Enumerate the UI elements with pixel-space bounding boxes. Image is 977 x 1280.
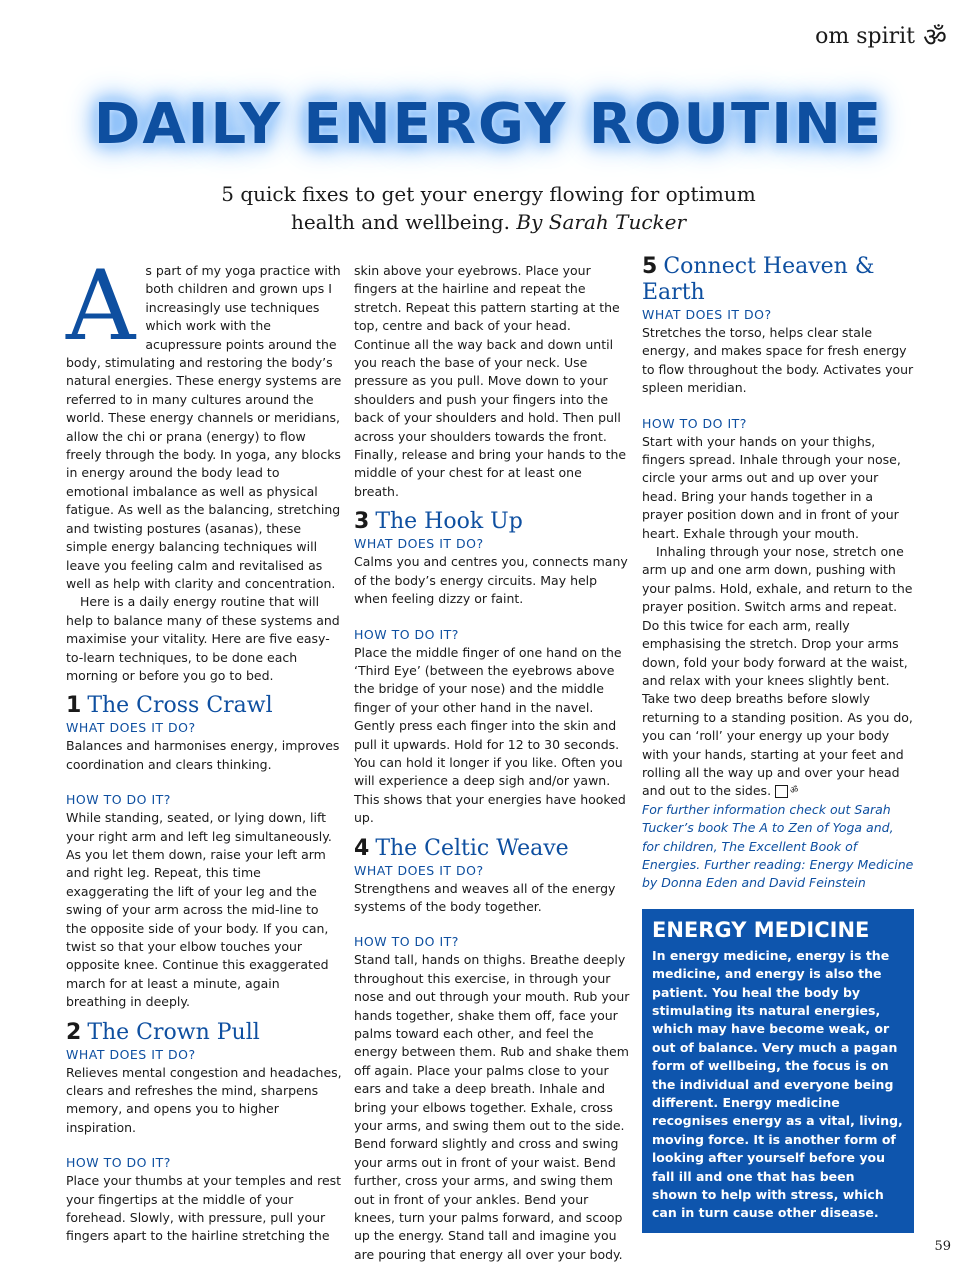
section-4-title: The Celtic Weave <box>375 835 569 861</box>
intro-paragraph-1 <box>66 250 342 593</box>
section-1-how-label: HOW TO DO IT? <box>66 792 171 808</box>
section-2-what-label: WHAT DOES IT DO? <box>66 1046 196 1062</box>
section-4-number: 4 <box>354 835 370 861</box>
section-5-what-text: Stretches the torso, helps clear stale energy, and makes space for fresh energy to flow throughout the body. Activates your spleen meridian. <box>642 325 914 396</box>
section-2-how-label: HOW TO DO IT? <box>66 1155 171 1171</box>
section-1-heading <box>66 693 342 719</box>
section-3-heading <box>354 509 630 535</box>
section-5-how-text-2 <box>642 543 914 801</box>
intro-paragraph-1-text: s part of my yoga practice with both children and grown ups I increasingly use techniques which work with the acupressure points around the body, stimulating and restoring the body’s natural energies. These energy systems are referred to in many cultures around the world. These energy channels or meridians, allow the chi or prana (energy) to flow freely through the body. In yoga, any blocks in energy around the body lead to emotional imbalance as well as physical fatigue. As well as the balancing, stretching and twisting postures (asanas), these simple energy balancing techniques will leave you feeling calm and revitalised as well as help with clarity and concentration. <box>66 263 342 591</box>
further-information: For further information check out Sarah Tucker’s book The A to Zen of Yoga and, for children, The Excellent Book of Energies. Further reading: Energy Medicine by Donna Eden and David Feinstein <box>642 801 914 891</box>
section-1-number: 1 <box>66 693 82 719</box>
section-3-title: The Hook Up <box>375 509 523 535</box>
section-1-how-text: While standing, seated, or lying down, lift your right arm and left leg simultaneously. As you let them down, raise your left arm and right leg. Repeat, this time exaggerating the lift of your leg and the swing of your arm across the mid-line to the opposite side of your body. If you can, twist so that your elbow touches your opposite knee. Continue this exaggerated march for at least a minute, again breathing in deeply. <box>66 810 332 1010</box>
section-4-how-label: HOW TO DO IT? <box>354 934 459 950</box>
section-1-title: The Cross Crawl <box>87 693 273 719</box>
section-2-title: The Crown Pull <box>87 1019 260 1045</box>
end-mark-icon: ॐ <box>775 785 788 798</box>
section-5-how-text: Start with your hands on your thighs, fingers spread. Inhale through your nose, circle your arms out and up over your head. Bring your hands together in a prayer position down and in front of your heart. Exhale through your mouth. <box>642 433 901 541</box>
subtitle-line-2-text: health and wellbeing. <box>290 210 517 234</box>
column-2 <box>354 262 630 1264</box>
drop-cap: A <box>66 250 136 362</box>
section-5-how-label: HOW TO DO IT? <box>642 415 747 431</box>
section-2-what-text: Relieves mental congestion and headaches, clears and refreshes the mind, sharpens memory, and opens you to higher inspiration. <box>66 1064 342 1135</box>
section-3-number: 3 <box>354 509 370 535</box>
subtitle-line-1: 5 quick fixes to get your energy flowing for optimum <box>221 182 756 206</box>
section-3-how-text: Place the middle finger of one hand on the ‘Third Eye’ (between the eyebrows above the bridge of your nose) and the middle finger of your other hand in the navel. Gently press each finger into the skin and pull it upwards. Hold for 12 to 30 seconds. You can hold it longer if you like. Often you will experience a deep sigh and/or yawn. This shows that your energies have hooked up. <box>354 644 626 826</box>
section-4-heading <box>354 836 630 862</box>
energy-medicine-box <box>642 909 914 1233</box>
intro-paragraph-2: Here is a daily energy routine that will help to balance many of these systems and maximise your vitality. Here are five easy-to-learn techniques, to be done each morning or before you go to bed. <box>66 594 340 683</box>
section-4-what-text: Strengthens and weaves all of the energy systems of the body together. <box>354 880 616 914</box>
section-4-what-label: WHAT DOES IT DO? <box>354 862 484 878</box>
section-2-how-text: Place your thumbs at your temples and rest your fingertips at the middle of your forehead. Slowly, with pressure, pull your fingers apart to the hairline stretching the <box>66 1173 342 1244</box>
box-body: In energy medicine, energy is the medicine, and energy is also the patient. You heal the body by stimulating its natural energies, which may have become weak, or out of balance. Very much a pagan form of wellbeing, the focus is on the individual and everyone being different. Energy medicine recognises energy as a vital, living, moving force. It is another form of looking after yourself before you fall ill and one that has been shown to help with stress, which can in turn cause other disease. <box>652 947 903 1221</box>
section-3-how-label: HOW TO DO IT? <box>354 626 459 642</box>
section-5-how-text-2-body: Inhaling through your nose, stretch one arm up and one arm down, pushing with your palms. Hold, exhale, and return to the prayer position. Switch arms and repeat. Do this twice for each arm, really emphasising the stretch. Drop your arms down, fold your body forward at the waist, and relax with your knees slightly bent. Take two deep breaths before slowly returning to a standing position. As you do, you can ‘roll’ your energy up your body with your hands, starting at your feet and rolling all the way up and over your head and out to the sides. <box>642 544 913 799</box>
section-2-how-text-continued: skin above your eyebrows. Place your fingers at the hairline and repeat the stretch. Repeat this pattern starting at the top, centre and back of your head. Continue all the way back and down until you reach the base of your neck. Use pressure as you pull. Move down to your shoulders and push your fingers into the back of your shoulders and hold. Then pull across your shoulders towards the front. Finally, release and bring your hands to the middle of your chest for at least one breath. <box>354 263 627 499</box>
section-4-how-text: Stand tall, hands on thighs. Breathe deeply throughout this exercise, in through your nose and out through your mouth. Rub your hands together, shake them off, face your palms toward each other, and feel the energy between them. Rub and shake them off again. Place your palms close to your ears and take a deep breath. Inhale and bring your elbows together. Exhale, cross your arms, and swing them out to the side. Bend forward slightly and cross and swing your arms out in front of your waist. Bend further, cross your arms, and swing them out in front of your ankles. Bend your knees, turn your palms forward, and scoop up the energy. Stand tall and imagine you are pouring that energy all over your body. <box>354 952 630 1262</box>
subtitle <box>0 180 977 236</box>
section-5-title: Connect Heaven & Earth <box>642 254 875 305</box>
section-name: om spirit <box>815 24 915 49</box>
section-5-heading <box>642 254 914 306</box>
byline: By Sarah Tucker <box>516 210 687 234</box>
section-3-what-label: WHAT DOES IT DO? <box>354 536 484 552</box>
section-2-number: 2 <box>66 1019 82 1045</box>
section-1-what-text: Balances and harmonises energy, improves coordination and clears thinking. <box>66 738 340 772</box>
column-3 <box>642 254 914 1233</box>
page-number: 59 <box>934 1239 951 1254</box>
column-1 <box>66 250 342 1246</box>
section-2-heading <box>66 1020 342 1046</box>
section-5-number: 5 <box>642 254 658 279</box>
subtitle-line-2 <box>0 208 977 236</box>
box-title: ENERGY MEDICINE <box>652 917 870 942</box>
section-1-what-label: WHAT DOES IT DO? <box>66 720 196 736</box>
page-title: DAILY ENERGY ROUTINE <box>93 92 884 157</box>
section-5-what-label: WHAT DOES IT DO? <box>642 307 772 322</box>
section-3-what-text: Calms you and centres you, connects many of the body’s energy circuits. May help when feeling dizzy or faint. <box>354 554 628 607</box>
om-icon: ॐ <box>923 23 947 53</box>
